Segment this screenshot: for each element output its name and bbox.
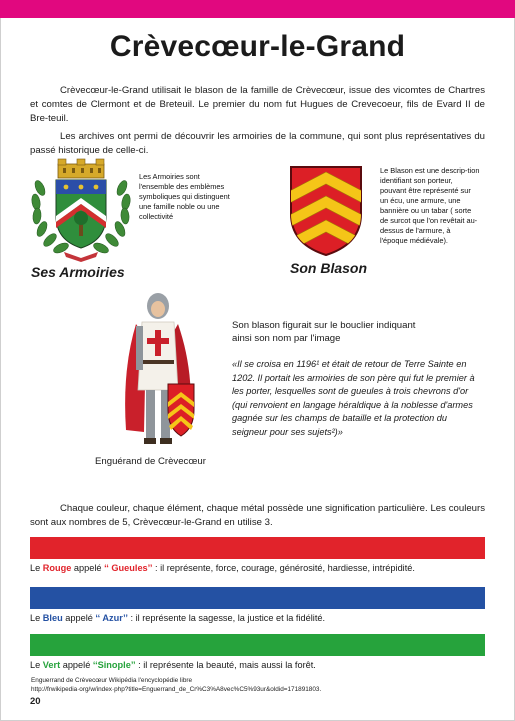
rouge-prefix: Le [30, 563, 43, 573]
bleu-close-quote: ’’ [123, 613, 128, 623]
intro-2-text: Les archives ont permi de découvrir les armoiries de la commune, qui sont plus représentatives du passé historique de celle-ci. [30, 131, 485, 156]
rouge-color-name: Rouge [42, 563, 72, 573]
rouge-heraldic-name: Gueules [111, 563, 148, 573]
bleu-description: : il représente la sagesse, la justice et la fidélité. [127, 613, 326, 623]
vert-heraldic-name: Sinople [97, 660, 131, 670]
intro-paragraph-2 [30, 130, 485, 158]
vert-mid: appelé [60, 660, 93, 670]
blason-caption: Son Blason [290, 260, 368, 276]
rouge-mid: appelé [71, 563, 105, 573]
vert-open-quote: ‘‘ [92, 660, 98, 670]
armoiries-image [26, 158, 136, 262]
top-accent-bar [0, 0, 515, 18]
blason-image [288, 164, 364, 258]
vert-line [30, 660, 316, 670]
page-number: 20 [30, 696, 41, 707]
rouge-open-quote: ‘‘ [104, 563, 112, 573]
bleu-line [30, 613, 325, 623]
page-title: Crèvecœur-le-Grand [109, 30, 406, 63]
knight-image [118, 290, 198, 454]
knight-caption: Enguérand de Crèvecœur [95, 456, 206, 467]
bleu-color-name: Bleu [42, 613, 63, 623]
rouge-line [30, 563, 415, 573]
armoiries-caption: Ses Armoiries [31, 264, 125, 280]
vert-close-quote: ’’ [130, 660, 136, 670]
vert-prefix: Le [30, 660, 43, 670]
bouclier-text: Son blason figurait sur le bouclier indiquant ainsi son nom par l'image [232, 320, 416, 344]
armoiries-description: Les Armoiries sont l'ensemble des emblèmes symboliques qui distinguent une famille noble ou une collectivité [139, 172, 230, 221]
rouge-close-quote: ’’ [147, 563, 153, 573]
blason-description: Le Blason est une descrip-tion identifiant son porteur, pouvant être représenté sur un écu, une armure, une bannière ou un tabar ( sorte de surcot que l'on revêtait au-dessus de l'armure, à l'époque médiévale). [380, 166, 480, 245]
vert-color-name: Vert [42, 660, 61, 670]
vert-description: : il représente la beauté, mais aussi la forêt. [135, 660, 316, 670]
bleu-heraldic-name: Azur [102, 613, 124, 623]
intro-paragraph-1 [30, 84, 485, 126]
bleu-open-quote: ‘‘ [95, 613, 103, 623]
bleu-prefix: Le [30, 613, 43, 623]
rouge-color-bar [30, 537, 485, 559]
bouclier-quote: «Il se croisa en 1196¹ et était de retour de Terre Sainte en 1202. Il portait les armoiries de son père qui fut le premier à les porter, lesquelles sont de gueules à trois chevrons d'or (qui renvoient en langage héraldique à la noblesse d'armes gagnée sur les champs de bataille et la protection du seigneur pour ses sujets²)» [232, 359, 475, 437]
vert-color-bar [30, 634, 485, 656]
bleu-mid: appelé [62, 613, 96, 623]
couleurs-intro-text: Chaque couleur, chaque élément, chaque métal possède une signification particulière. Les couleurs sont aux nombres de 5, Crèvecœur-le-Grand en utilise 3. [30, 503, 485, 528]
footer-source-url: http://frwikipedia·org/w/index·php?title=Enguerrand_de_Cr%C3%A8vec%C5%93ur&oldid=171891803. [31, 686, 322, 693]
bleu-color-bar [30, 587, 485, 609]
footer-source-title: Enguerrand de Crèvecœur Wikipédia l'encyclopédie libre [31, 677, 193, 684]
couleurs-intro [30, 502, 485, 530]
rouge-description: : il représente, force, courage, générosité, hardiesse, intrépidité. [152, 563, 415, 573]
intro-1-text: Crèvecœur-le-Grand utilisait le blason de la famille de Crèvecœur, issue des vicomtes de Chartres et comtes de Clermont et de Breteuil. Le premier du nom fut Hugues de Crevecoeur, fils de Evard II de Bre-teuil. [30, 85, 485, 124]
